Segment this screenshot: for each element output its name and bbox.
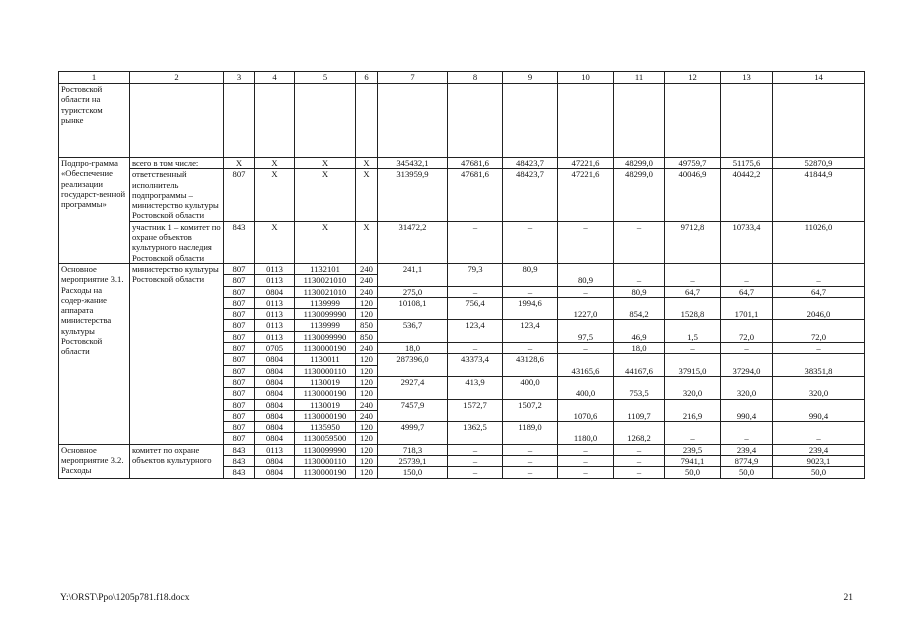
- executor-cell: комитет по охране объектов культурного: [130, 444, 224, 478]
- value-cell: –: [721, 263, 773, 286]
- value-cell: –: [558, 456, 614, 467]
- value-cell: –: [721, 422, 773, 445]
- empty-cell: [448, 84, 503, 158]
- value-cell: 854,2: [614, 297, 665, 320]
- code-cell: 807: [224, 343, 255, 354]
- code-cell: 120: [356, 309, 378, 320]
- code-cell: 1130059500: [295, 433, 356, 444]
- value-cell: –: [773, 263, 865, 286]
- code-cell: 807: [224, 410, 255, 421]
- value-cell: 345432,1: [378, 158, 448, 169]
- value-cell: –: [558, 221, 614, 263]
- code-cell: 807: [224, 286, 255, 297]
- value-cell: 72,0: [773, 320, 865, 343]
- code-cell: 843: [224, 467, 255, 478]
- value-cell: 1268,2: [614, 422, 665, 445]
- code-cell: 843: [224, 221, 255, 263]
- value-cell: –: [558, 343, 614, 354]
- code-cell: Х: [295, 221, 356, 263]
- value-cell: 718,3: [378, 444, 448, 455]
- value-cell: 2927,4: [378, 376, 448, 399]
- value-cell: 47681,6: [448, 158, 503, 169]
- value-cell: –: [503, 286, 558, 297]
- code-cell: 1130000190: [295, 410, 356, 421]
- code-cell: 120: [356, 354, 378, 365]
- measure-row: [59, 263, 865, 274]
- value-cell: –: [448, 444, 503, 455]
- value-cell: 10108,1: [378, 297, 448, 320]
- value-cell: –: [448, 221, 503, 263]
- code-cell: 0113: [255, 263, 295, 274]
- value-cell: 9023,1: [773, 456, 865, 467]
- value-cell: 37294,0: [721, 354, 773, 377]
- table-body: [59, 72, 865, 479]
- value-cell: 1189,0: [503, 422, 558, 445]
- code-cell: 0113: [255, 320, 295, 331]
- code-cell: Х: [255, 221, 295, 263]
- value-cell: 50,0: [721, 467, 773, 478]
- code-cell: 0113: [255, 297, 295, 308]
- column-number-2: 2: [130, 72, 224, 84]
- value-cell: 239,4: [721, 444, 773, 455]
- code-cell: 0705: [255, 343, 295, 354]
- code-cell: 240: [356, 275, 378, 286]
- code-cell: 1130000190: [295, 343, 356, 354]
- code-cell: 120: [356, 433, 378, 444]
- value-cell: –: [773, 343, 865, 354]
- column-number-9: 9: [503, 72, 558, 84]
- value-cell: 1070,6: [558, 399, 614, 422]
- code-cell: 120: [356, 467, 378, 478]
- value-cell: 25739,1: [378, 456, 448, 467]
- value-cell: –: [614, 444, 665, 455]
- value-cell: 753,5: [614, 376, 665, 399]
- code-cell: Х: [295, 158, 356, 169]
- value-cell: 400,0: [503, 376, 558, 399]
- value-cell: 1,5: [665, 320, 721, 343]
- code-cell: 850: [356, 331, 378, 342]
- measure-name-cell: Основное мероприятие 3.2. Расходы: [59, 444, 130, 478]
- code-cell: 1130019: [295, 399, 356, 410]
- subprogram-row: [59, 221, 865, 263]
- code-cell: Х: [255, 158, 295, 169]
- value-cell: 990,4: [721, 399, 773, 422]
- value-cell: 2046,0: [773, 297, 865, 320]
- value-cell: 50,0: [665, 467, 721, 478]
- code-cell: 850: [356, 320, 378, 331]
- code-cell: Х: [356, 221, 378, 263]
- budget-table-sheet: [58, 71, 864, 479]
- column-number-13: 13: [721, 72, 773, 84]
- code-cell: 807: [224, 422, 255, 433]
- code-cell: Х: [224, 158, 255, 169]
- code-cell: 0804: [255, 410, 295, 421]
- column-number-3: 3: [224, 72, 255, 84]
- value-cell: –: [503, 444, 558, 455]
- code-cell: 120: [356, 444, 378, 455]
- empty-cell: [130, 84, 224, 158]
- value-cell: 1109,7: [614, 399, 665, 422]
- value-cell: 97,5: [558, 320, 614, 343]
- value-cell: 80,9: [503, 263, 558, 286]
- code-cell: 0113: [255, 444, 295, 455]
- value-cell: 7941,1: [665, 456, 721, 467]
- empty-cell: [224, 84, 255, 158]
- file-path: Y:\ORST\Ppo\1205p781.f18.docx: [60, 593, 190, 603]
- value-cell: –: [614, 467, 665, 478]
- code-cell: 1130000110: [295, 365, 356, 376]
- code-cell: 0804: [255, 286, 295, 297]
- column-number-4: 4: [255, 72, 295, 84]
- value-cell: 1994,6: [503, 297, 558, 320]
- value-cell: –: [558, 444, 614, 455]
- executor-cell: министерство культуры Ростовской области: [130, 263, 224, 444]
- value-cell: 239,4: [773, 444, 865, 455]
- budget-table: [58, 71, 865, 479]
- value-cell: 48299,0: [614, 158, 665, 169]
- executor-cell: всего в том числе:: [130, 158, 224, 169]
- value-cell: 48299,0: [614, 169, 665, 221]
- value-cell: 275,0: [378, 286, 448, 297]
- code-cell: 0804: [255, 467, 295, 478]
- value-cell: 44167,6: [614, 354, 665, 377]
- value-cell: 31472,2: [378, 221, 448, 263]
- value-cell: 320,0: [721, 376, 773, 399]
- value-cell: 49759,7: [665, 158, 721, 169]
- code-cell: 0804: [255, 354, 295, 365]
- value-cell: –: [503, 221, 558, 263]
- empty-cell: [356, 84, 378, 158]
- column-number-7: 7: [378, 72, 448, 84]
- value-cell: 536,7: [378, 320, 448, 343]
- code-cell: 120: [356, 376, 378, 387]
- value-cell: 413,9: [448, 376, 503, 399]
- code-cell: 0804: [255, 399, 295, 410]
- empty-cell: [665, 84, 721, 158]
- empty-cell: [773, 84, 865, 158]
- value-cell: 64,7: [665, 286, 721, 297]
- column-number-11: 11: [614, 72, 665, 84]
- value-cell: 990,4: [773, 399, 865, 422]
- value-cell: 400,0: [558, 376, 614, 399]
- value-cell: 7457,9: [378, 399, 448, 422]
- value-cell: 43373,4: [448, 354, 503, 377]
- value-cell: 1362,5: [448, 422, 503, 445]
- value-cell: 51175,6: [721, 158, 773, 169]
- value-cell: 123,4: [448, 320, 503, 343]
- value-cell: –: [503, 467, 558, 478]
- column-number-14: 14: [773, 72, 865, 84]
- code-cell: 807: [224, 263, 255, 274]
- code-cell: 807: [224, 433, 255, 444]
- column-number-1: 1: [59, 72, 130, 84]
- code-cell: 1130099990: [295, 444, 356, 455]
- column-number-8: 8: [448, 72, 503, 84]
- code-cell: 807: [224, 376, 255, 387]
- code-cell: 0804: [255, 365, 295, 376]
- code-cell: 1130000190: [295, 467, 356, 478]
- value-cell: 80,9: [558, 263, 614, 286]
- value-cell: 1572,7: [448, 399, 503, 422]
- value-cell: 18,0: [378, 343, 448, 354]
- code-cell: 120: [356, 297, 378, 308]
- value-cell: 50,0: [773, 467, 865, 478]
- value-cell: 47681,6: [448, 169, 503, 221]
- value-cell: 38351,8: [773, 354, 865, 377]
- value-cell: 241,1: [378, 263, 448, 286]
- code-cell: 807: [224, 388, 255, 399]
- value-cell: –: [503, 456, 558, 467]
- value-cell: 46,9: [614, 320, 665, 343]
- measure-row: [59, 444, 865, 455]
- subprogram-row: [59, 169, 865, 221]
- code-cell: 807: [224, 275, 255, 286]
- empty-cell: [558, 84, 614, 158]
- code-cell: 1130099990: [295, 331, 356, 342]
- value-cell: 313959,9: [378, 169, 448, 221]
- value-cell: 756,4: [448, 297, 503, 320]
- value-cell: 80,9: [614, 286, 665, 297]
- code-cell: 1132101: [295, 263, 356, 274]
- value-cell: 216,9: [665, 399, 721, 422]
- code-cell: 1139999: [295, 320, 356, 331]
- code-cell: 1139999: [295, 297, 356, 308]
- value-cell: 1528,8: [665, 297, 721, 320]
- value-cell: 43128,6: [503, 354, 558, 377]
- column-number-12: 12: [665, 72, 721, 84]
- code-cell: 0804: [255, 456, 295, 467]
- code-cell: 0804: [255, 433, 295, 444]
- value-cell: –: [448, 456, 503, 467]
- code-cell: 1130000190: [295, 388, 356, 399]
- value-cell: 47221,6: [558, 169, 614, 221]
- value-cell: 320,0: [773, 376, 865, 399]
- value-cell: 10733,4: [721, 221, 773, 263]
- value-cell: 150,0: [378, 467, 448, 478]
- code-cell: Х: [356, 158, 378, 169]
- value-cell: –: [503, 343, 558, 354]
- code-cell: 1130021010: [295, 286, 356, 297]
- value-cell: 47221,6: [558, 158, 614, 169]
- value-cell: 239,5: [665, 444, 721, 455]
- code-cell: 807: [224, 169, 255, 221]
- code-cell: 240: [356, 410, 378, 421]
- code-cell: 807: [224, 354, 255, 365]
- value-cell: 1227,0: [558, 297, 614, 320]
- code-cell: 1130021010: [295, 275, 356, 286]
- empty-cell: [255, 84, 295, 158]
- code-cell: 240: [356, 399, 378, 410]
- value-cell: –: [614, 456, 665, 467]
- code-cell: 843: [224, 456, 255, 467]
- code-cell: 1135950: [295, 422, 356, 433]
- code-cell: 807: [224, 399, 255, 410]
- empty-cell: [721, 84, 773, 158]
- code-cell: 0113: [255, 309, 295, 320]
- code-cell: 120: [356, 388, 378, 399]
- code-cell: 807: [224, 320, 255, 331]
- value-cell: 64,7: [773, 286, 865, 297]
- empty-cell: [614, 84, 665, 158]
- executor-cell: ответственный исполнитель подпрограммы – министерство культуры Ростовской области: [130, 169, 224, 221]
- value-cell: 320,0: [665, 376, 721, 399]
- value-cell: 1180,0: [558, 422, 614, 445]
- page-number: 21: [843, 593, 853, 603]
- value-cell: 123,4: [503, 320, 558, 343]
- code-cell: 1130011: [295, 354, 356, 365]
- value-cell: 8774,9: [721, 456, 773, 467]
- value-cell: –: [558, 286, 614, 297]
- value-cell: 11026,0: [773, 221, 865, 263]
- value-cell: 64,7: [721, 286, 773, 297]
- value-cell: 40442,2: [721, 169, 773, 221]
- value-cell: –: [448, 286, 503, 297]
- value-cell: 43165,6: [558, 354, 614, 377]
- code-cell: 807: [224, 297, 255, 308]
- value-cell: 52870,9: [773, 158, 865, 169]
- continued-name-cell: Ростовской области на туристском рынке: [59, 84, 130, 158]
- code-cell: 1130099990: [295, 309, 356, 320]
- value-cell: –: [665, 263, 721, 286]
- code-cell: Х: [255, 169, 295, 221]
- column-number-6: 6: [356, 72, 378, 84]
- empty-cell: [295, 84, 356, 158]
- code-cell: Х: [295, 169, 356, 221]
- value-cell: –: [614, 221, 665, 263]
- value-cell: 37915,0: [665, 354, 721, 377]
- code-cell: 0804: [255, 388, 295, 399]
- value-cell: 9712,8: [665, 221, 721, 263]
- value-cell: –: [665, 422, 721, 445]
- value-cell: 4999,7: [378, 422, 448, 445]
- code-cell: 240: [356, 286, 378, 297]
- value-cell: –: [665, 343, 721, 354]
- code-cell: 120: [356, 365, 378, 376]
- code-cell: 0804: [255, 376, 295, 387]
- value-cell: –: [614, 263, 665, 286]
- code-cell: 807: [224, 309, 255, 320]
- value-cell: 79,3: [448, 263, 503, 286]
- measure-name-cell: Основное мероприятие 3.1. Расходы на содер-жание аппарата министерства культуры Ростовской области: [59, 263, 130, 444]
- column-number-10: 10: [558, 72, 614, 84]
- header-row: [59, 72, 865, 84]
- code-cell: Х: [356, 169, 378, 221]
- code-cell: 807: [224, 365, 255, 376]
- empty-cell: [503, 84, 558, 158]
- code-cell: 120: [356, 422, 378, 433]
- empty-cell: [378, 84, 448, 158]
- subprogram-row: [59, 158, 865, 169]
- code-cell: 0113: [255, 331, 295, 342]
- value-cell: 41844,9: [773, 169, 865, 221]
- column-number-5: 5: [295, 72, 356, 84]
- value-cell: –: [773, 422, 865, 445]
- code-cell: 0113: [255, 275, 295, 286]
- continuation-row: [59, 84, 865, 158]
- value-cell: 1507,2: [503, 399, 558, 422]
- code-cell: 843: [224, 444, 255, 455]
- subprogram-name-cell: Подпро-грамма «Обеспечение реализации государст-венной программы»: [59, 158, 130, 264]
- executor-cell: участник 1 – комитет по охране объектов культурного наследия Ростовской области: [130, 221, 224, 263]
- value-cell: 40046,9: [665, 169, 721, 221]
- value-cell: –: [448, 343, 503, 354]
- value-cell: 287396,0: [378, 354, 448, 377]
- value-cell: 72,0: [721, 320, 773, 343]
- value-cell: –: [721, 343, 773, 354]
- value-cell: 48423,7: [503, 169, 558, 221]
- code-cell: 240: [356, 343, 378, 354]
- value-cell: –: [558, 467, 614, 478]
- code-cell: 1130000110: [295, 456, 356, 467]
- code-cell: 807: [224, 331, 255, 342]
- value-cell: 1701,1: [721, 297, 773, 320]
- code-cell: 120: [356, 456, 378, 467]
- code-cell: 240: [356, 263, 378, 274]
- value-cell: 48423,7: [503, 158, 558, 169]
- value-cell: 18,0: [614, 343, 665, 354]
- value-cell: –: [448, 467, 503, 478]
- code-cell: 1130019: [295, 376, 356, 387]
- code-cell: 0804: [255, 422, 295, 433]
